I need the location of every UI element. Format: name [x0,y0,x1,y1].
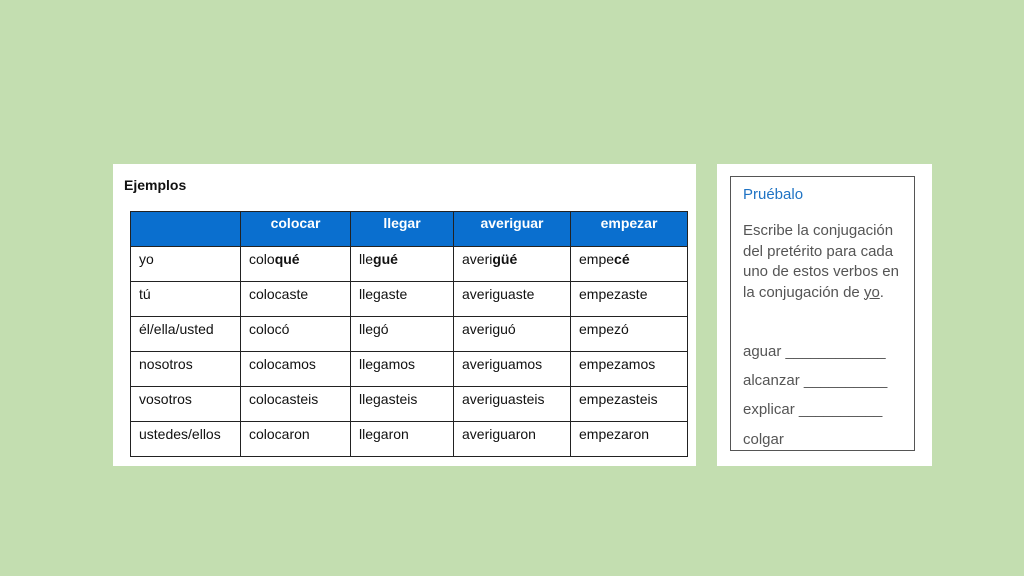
cell-text: empezasteis [579,391,658,407]
cell-text: llegamos [359,356,416,372]
cell-text: empezaron [579,426,650,442]
cell-text: tú [139,286,151,302]
conjugation-cell [571,352,688,387]
cell-text: empezó [579,321,629,337]
pronoun-cell [131,422,241,457]
cell-text: colocaste [249,286,309,302]
cell-text: llegasteis [359,391,418,407]
cell-text: yo [139,251,154,267]
header-cell: empezar [571,212,688,247]
conjugation-cell [351,247,454,282]
cell-bold-ending: gué [373,251,398,267]
cell-text: empezaste [579,286,648,302]
cell-bold-ending: qué [274,251,300,267]
conjugation-cell [571,282,688,317]
cell-text: empezamos [579,356,656,372]
pronoun-cell [131,282,241,317]
cell-text: averiguamos [462,356,543,372]
table-row [131,282,688,317]
cell-text: averiguaste [462,286,535,302]
verb-label: aguar [743,343,782,360]
cell-bold-ending: güé [492,251,518,267]
pronoun-cell [131,317,241,352]
table-row [131,422,688,457]
cell-text: nosotros [139,356,193,372]
verb-item [743,343,886,360]
cell-text: averiguasteis [462,391,545,407]
cell-text: ustedes/ellos [139,426,221,442]
conjugation-cell [454,282,571,317]
verb-label: explicar [743,401,795,418]
answer-blank: ____________ [785,343,886,360]
table-row [131,247,688,282]
conjugation-cell [571,247,688,282]
conjugation-cell [571,387,688,422]
table-row [131,387,688,422]
pronoun-cell [131,387,241,422]
answer-blank: __________ [798,401,883,418]
cell-text: colocamos [249,356,316,372]
conjugation-table [130,211,688,457]
conjugation-cell [241,352,351,387]
conjugation-cell [454,352,571,387]
table-row [131,317,688,352]
header-cell [131,212,241,247]
verb-item [743,401,882,418]
pronoun-cell [131,352,241,387]
header-cell: colocar [241,212,351,247]
instructions-underlined: yo [863,283,880,301]
cell-text: colocasteis [249,391,319,407]
table-body [131,247,688,457]
table-row [131,352,688,387]
instructions-text: Escribe la conjugación del pretérito para cada uno de estos verbos en la conjugación de [743,222,899,301]
instructions-end: . [879,283,884,301]
try-it-title: Pruébalo [743,186,804,203]
conjugation-cell [454,247,571,282]
conjugation-cell [241,422,351,457]
verb-label: colgar [743,431,784,448]
header-cell: llegar [351,212,454,247]
verb-item [743,431,784,448]
cell-text: llegó [359,321,389,337]
cell-text: llegaste [359,286,408,302]
conjugation-cell [351,422,454,457]
pronoun-cell [131,247,241,282]
cell-text: colo [249,251,275,267]
examples-title: Ejemplos [124,177,187,193]
cell-text: empe [579,251,615,267]
try-it-box [730,176,915,451]
cell-bold-ending: cé [614,251,630,267]
conjugation-cell [351,282,454,317]
conjugation-cell [241,317,351,352]
conjugation-cell [454,422,571,457]
verb-item [743,372,887,389]
cell-text: averiguaron [462,426,536,442]
conjugation-cell [241,247,351,282]
table-header-row [131,212,688,247]
conjugation-cell [351,387,454,422]
conjugation-cell [241,387,351,422]
try-it-instructions [743,221,908,303]
examples-panel [113,164,696,466]
cell-text: lle [359,251,374,267]
conjugation-cell [571,317,688,352]
conjugation-cell [241,282,351,317]
cell-text: él/ella/usted [139,321,214,337]
try-it-panel [717,164,932,466]
conjugation-cell [351,317,454,352]
cell-text: colocó [249,321,290,337]
cell-text: vosotros [139,391,192,407]
cell-text: averi [462,251,493,267]
conjugation-cell [351,352,454,387]
conjugation-cell [454,387,571,422]
answer-blank: __________ [803,372,888,389]
cell-text: colocaron [249,426,310,442]
conjugation-cell [571,422,688,457]
header-cell: averiguar [454,212,571,247]
cell-text: llegaron [359,426,409,442]
verb-label: alcanzar [743,372,800,389]
cell-text: averiguó [462,321,516,337]
conjugation-cell [454,317,571,352]
